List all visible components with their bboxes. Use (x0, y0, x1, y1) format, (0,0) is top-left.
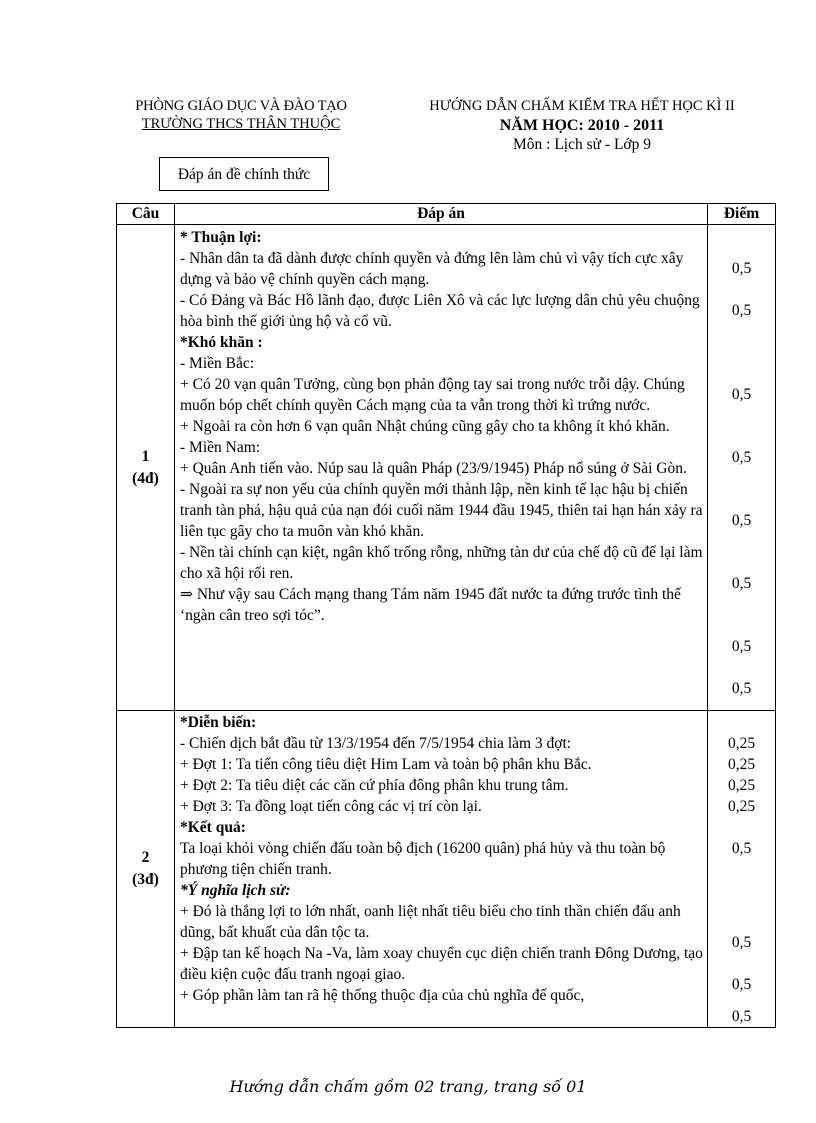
question-1-answer-cell (175, 225, 708, 711)
table-header-row (117, 204, 776, 225)
document-title: HƯỚNG DẪN CHẤM KIỂM TRA HẾT HỌC KÌ II (429, 98, 735, 114)
point-value: 0,5 (731, 638, 752, 655)
point-value: 0,5 (731, 575, 752, 592)
answer-line: + Đó là thắng lợi to lớn nhất, oanh liệt nhất tiêu biểu cho tinh thần chiến đấu anh dũng, bất khuất của dân tộc ta. (180, 903, 681, 941)
point-value: 0,25 (727, 777, 756, 794)
point-value: 0,5 (731, 512, 752, 529)
col-header-answer: Đáp án (175, 204, 708, 225)
point-value: 0,5 (731, 976, 752, 993)
answer-line: + Đợt 1: Ta tiến công tiêu diệt Him Lam và toàn bộ phân khu Bắc. (180, 756, 592, 773)
point-value: 0,25 (727, 798, 756, 815)
answer-line: + Ngoài ra còn hơn 6 vạn quân Nhật chúng cũng gây cho ta không ít khó khăn. (180, 418, 670, 435)
school-name: TRƯỜNG THCS THÂN THUỘC (141, 116, 341, 132)
official-answer-box: Đáp án đề chính thức (159, 157, 329, 191)
answer-line: - Nhân dân ta đã dành được chính quyền và đứng lên làm chủ vì vậy tích cực xây dựng và bảo vệ chính quyền cách mạng. (180, 250, 684, 288)
point-value: 0,25 (727, 756, 756, 773)
question-1-row (117, 225, 776, 711)
question-2-label-cell (117, 711, 175, 1028)
point-value: 0,5 (731, 1008, 752, 1025)
page-footer: Hướng dẫn chấm gồm 02 trang, trang số 01 (229, 1077, 587, 1096)
answer-line: + Đập tan kế hoạch Na -Va, làm xoay chuyển cục diện chiến tranh Đông Dương, tạo điều kiện cuộc đấu tranh ngoại giao. (180, 945, 703, 983)
header-right (382, 97, 782, 154)
question-2-points-cell (708, 711, 776, 1028)
answer-line: + Có 20 vạn quân Tưởng, cùng bọn phản động tay sai trong nước trỗi dậy. Chúng muốn bóp chết chính quyền Cách mạng của ta vẫn trong thời kì trứng nước. (180, 376, 685, 414)
answer-line: + Góp phần làm tan rã hệ thống thuộc địa của chủ nghĩa đế quốc, (180, 987, 585, 1004)
answer-line: Ta loại khỏi vòng chiến đấu toàn bộ địch (16200 quân) phá hủy và thu toàn bộ phương tiện chiến tranh. (180, 840, 666, 878)
point-value: 0,5 (731, 840, 752, 857)
answer-line: + Quân Anh tiến vào. Núp sau là quân Pháp (23/9/1945) Pháp nổ súng ở Sài Gòn. (180, 460, 687, 477)
department-name: PHÒNG GIÁO DỤC VÀ ĐÀO TẠO (135, 98, 347, 114)
answer-line: * Thuận lợi: (180, 229, 262, 246)
answer-line: - Có Đảng và Bác Hồ lãnh đạo, được Liên Xô và các lực lượng dân chủ yêu chuộng hòa bình thế giới ủng hộ và cổ vũ. (180, 292, 700, 330)
point-value: 0,25 (727, 735, 756, 752)
point-value: 0,5 (731, 449, 752, 466)
answer-line: *Kết quả: (180, 819, 246, 836)
answer-line: + Đợt 2: Ta tiêu diệt các căn cứ phía đông phân khu trung tâm. (180, 777, 569, 794)
answer-line: + Đợt 3: Ta đồng loạt tiến công các vị trí còn lại. (180, 798, 482, 815)
point-value: 0,5 (731, 386, 752, 403)
point-value: 0,5 (731, 934, 752, 951)
school-year: NĂM HỌC: 2010 - 2011 (499, 117, 665, 134)
subject-line: Môn : Lịch sử - Lớp 9 (512, 136, 651, 153)
col-header-points: Điểm (708, 204, 776, 225)
question-1-label-cell (117, 225, 175, 711)
question-total-points: (3đ) (132, 871, 159, 888)
col-header-question: Câu (117, 204, 175, 225)
answer-line: *Diễn biến: (180, 714, 257, 731)
answer-line: - Ngoài ra sự non yếu của chính quyền mới thành lập, nền kinh tế lạc hậu bị chiến tranh tàn phá, hậu quả của nạn đói cuối năm 1944 đầu 1945, thiên tai hạn hán xảy ra liên tục gây cho ta muôn vàn khó khăn. (180, 481, 703, 540)
point-value: 0,5 (731, 680, 752, 697)
question-total-points: (4đ) (132, 469, 159, 487)
answer-line: - Chiến dịch bắt đầu từ 13/3/1954 đến 7/5/1954 chia làm 3 đợt: (180, 735, 572, 752)
answer-line: - Miền Nam: (180, 439, 261, 456)
point-value: 0,5 (731, 302, 752, 319)
question-number: 1 (141, 447, 150, 465)
header-left (112, 97, 370, 133)
question-2-answer-cell (175, 711, 708, 1028)
point-value: 0,5 (731, 260, 752, 277)
question-number: 2 (141, 849, 150, 866)
answer-line: ⇒ Như vậy sau Cách mạng thang Tám năm 1945 đất nước ta đứng trước tình thế ‘ngàn cân treo sợi tóc”. (180, 586, 681, 624)
answer-table (116, 203, 776, 1028)
answer-line: *Khó khăn : (180, 334, 263, 351)
answer-line: - Nền tài chính cạn kiệt, ngân khố trống rỗng, những tàn dư của chế độ cũ để lại làm cho xã hội rối ren. (180, 544, 703, 582)
answer-line: - Miền Bắc: (180, 355, 255, 372)
question-2-row (117, 711, 776, 1028)
question-1-points-cell (708, 225, 776, 711)
answer-line: *Ý nghĩa lịch sử: (180, 882, 291, 899)
